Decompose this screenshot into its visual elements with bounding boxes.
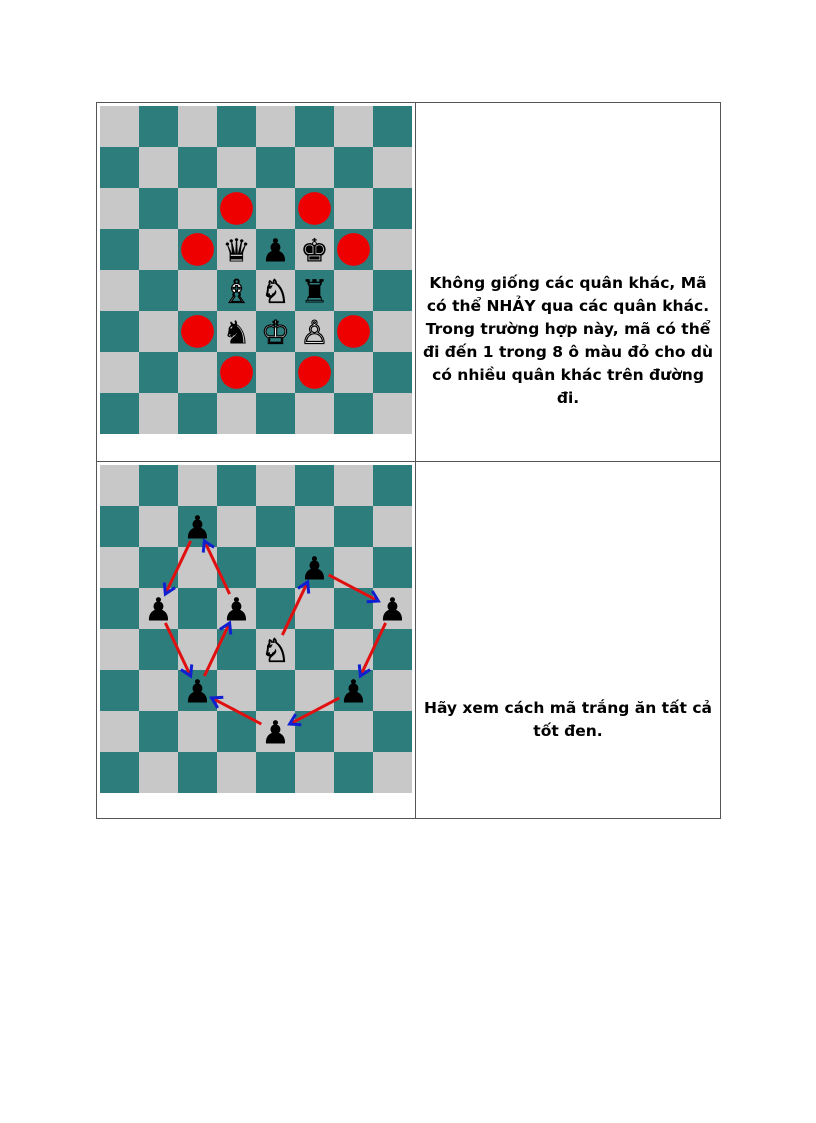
board-square — [334, 188, 373, 229]
board-square — [139, 188, 178, 229]
board-square — [373, 547, 412, 588]
target-square-dot — [220, 356, 253, 389]
board-square — [373, 711, 412, 752]
board-square — [100, 506, 139, 547]
board-square — [139, 147, 178, 188]
board-square — [373, 670, 412, 711]
board-square — [334, 465, 373, 506]
board-square — [178, 465, 217, 506]
target-square-dot — [337, 315, 370, 348]
board-square — [178, 752, 217, 793]
board-square — [217, 752, 256, 793]
board-squares — [100, 106, 412, 434]
black-pawn-icon: ♟ — [378, 590, 407, 629]
target-square-dot — [337, 233, 370, 266]
black-king-icon: ♚ — [300, 231, 329, 270]
board-square — [373, 270, 412, 311]
board-square — [334, 106, 373, 147]
board-square — [217, 106, 256, 147]
board-square — [295, 393, 334, 434]
board-square — [334, 147, 373, 188]
board-square — [100, 393, 139, 434]
board-square — [178, 147, 217, 188]
board-cell — [97, 103, 416, 462]
board-square — [373, 106, 412, 147]
target-square-dot — [220, 192, 253, 225]
board-square — [334, 752, 373, 793]
board-square — [256, 465, 295, 506]
black-pawn-icon: ♟ — [300, 549, 329, 588]
board-square — [139, 711, 178, 752]
board-square — [256, 752, 295, 793]
board-square — [256, 670, 295, 711]
board-square — [217, 393, 256, 434]
board-square — [139, 311, 178, 352]
white-knight-icon: ♘ — [261, 272, 290, 311]
black-rook-icon: ♜ — [300, 272, 329, 311]
board-square — [295, 629, 334, 670]
white-bishop-icon: ♗ — [222, 272, 251, 311]
chessboard-image — [100, 106, 412, 439]
board-square — [295, 506, 334, 547]
board-square — [334, 711, 373, 752]
board-square — [295, 752, 334, 793]
caption-text: Hãy xem cách mã trắng ăn tất cả tốt đen. — [423, 699, 713, 740]
board-square — [139, 670, 178, 711]
board-square — [256, 547, 295, 588]
board-square — [373, 506, 412, 547]
board-square — [100, 670, 139, 711]
table-row — [97, 462, 721, 819]
black-knight-icon: ♞ — [222, 313, 251, 352]
board-square — [256, 393, 295, 434]
black-queen-icon: ♛ — [222, 231, 251, 270]
board-square — [373, 147, 412, 188]
board-square — [256, 506, 295, 547]
board-square — [295, 106, 334, 147]
content-table — [96, 102, 721, 819]
board-square — [373, 465, 412, 506]
white-pawn-icon: ♙ — [300, 313, 329, 352]
board-square — [100, 270, 139, 311]
board-square — [373, 352, 412, 393]
board-square — [373, 188, 412, 229]
board-square — [139, 393, 178, 434]
board-square — [178, 711, 217, 752]
board-square — [295, 147, 334, 188]
board-square — [100, 106, 139, 147]
chessboard-image — [100, 465, 412, 795]
board-square — [334, 393, 373, 434]
board-square — [139, 229, 178, 270]
board-square — [139, 506, 178, 547]
board-square — [334, 352, 373, 393]
board-square — [139, 270, 178, 311]
black-pawn-icon: ♟ — [183, 508, 212, 547]
board-square — [334, 270, 373, 311]
black-pawn-icon: ♟ — [339, 672, 368, 711]
target-square-dot — [298, 192, 331, 225]
board-square — [100, 588, 139, 629]
board-square — [373, 393, 412, 434]
caption-cell — [416, 103, 721, 462]
board-square — [295, 465, 334, 506]
board-square — [178, 106, 217, 147]
board-square — [178, 588, 217, 629]
target-square-dot — [298, 356, 331, 389]
board-square — [217, 465, 256, 506]
board-square — [256, 352, 295, 393]
board-square — [178, 393, 217, 434]
board-square — [178, 188, 217, 229]
black-pawn-icon: ♟ — [261, 713, 290, 752]
white-king-icon: ♔ — [261, 313, 290, 352]
board-squares — [100, 465, 412, 793]
board-square — [256, 147, 295, 188]
black-pawn-icon: ♟ — [144, 590, 173, 629]
board-square — [334, 506, 373, 547]
black-pawn-icon: ♟ — [183, 672, 212, 711]
black-pawn-icon: ♟ — [261, 231, 290, 270]
board-square — [100, 752, 139, 793]
board-square — [373, 229, 412, 270]
board-square — [373, 752, 412, 793]
board-square — [100, 711, 139, 752]
black-pawn-icon: ♟ — [222, 590, 251, 629]
board-square — [139, 465, 178, 506]
board-square — [217, 506, 256, 547]
white-knight-icon: ♘ — [261, 631, 290, 670]
target-square-dot — [181, 315, 214, 348]
board-square — [100, 465, 139, 506]
board-square — [178, 270, 217, 311]
board-square — [139, 106, 178, 147]
board-square — [100, 352, 139, 393]
board-cell — [97, 462, 416, 819]
board-square — [139, 352, 178, 393]
board-square — [178, 352, 217, 393]
table-row — [97, 103, 721, 462]
board-square — [100, 147, 139, 188]
board-square — [256, 188, 295, 229]
caption-cell — [416, 462, 721, 819]
board-square — [100, 629, 139, 670]
board-square — [100, 547, 139, 588]
board-square — [100, 311, 139, 352]
board-square — [256, 106, 295, 147]
board-square — [217, 147, 256, 188]
board-square — [100, 229, 139, 270]
board-square — [373, 311, 412, 352]
board-square — [139, 752, 178, 793]
caption-text: Không giống các quân khác, Mã có thể NHẢY qua các quân khác. Trong trường hợp này, mã có thể đi đến 1 trong 8 ô màu đỏ cho dù có nhiều quân khác trên đường đi. — [422, 274, 714, 407]
board-square — [100, 188, 139, 229]
target-square-dot — [181, 233, 214, 266]
